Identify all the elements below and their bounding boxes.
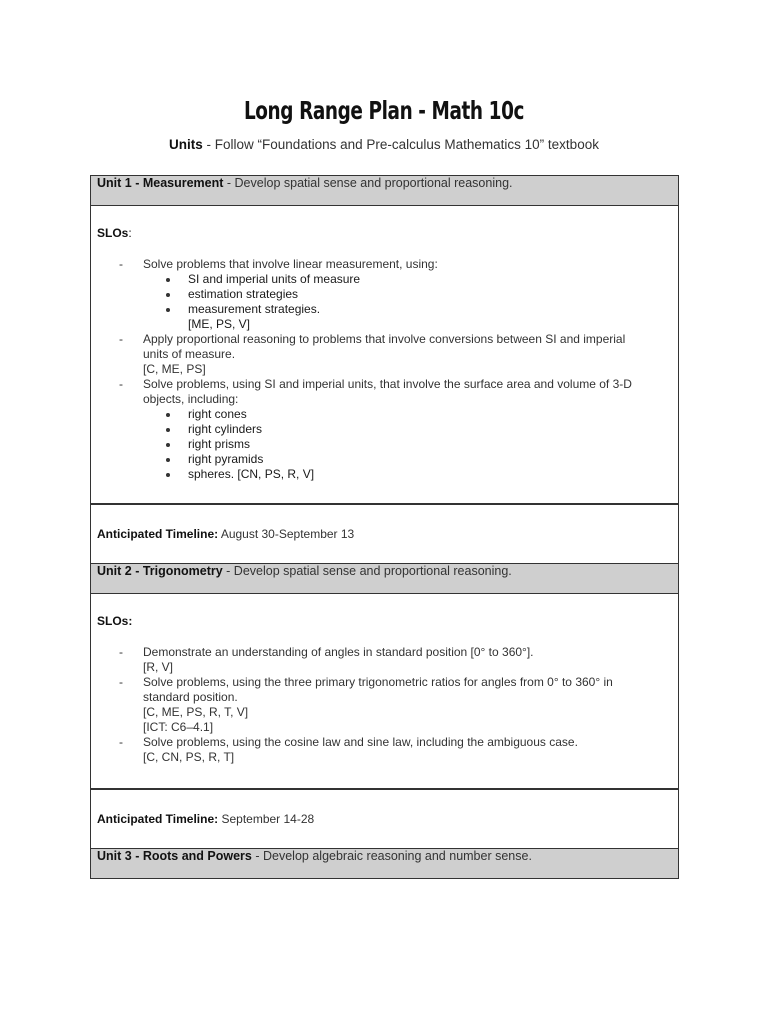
unit-2-timeline-row xyxy=(91,789,679,849)
unit-2-header xyxy=(91,564,679,594)
slo-item: - Apply proportional reasoning to problems that involve conversions between SI and imperial units of measure. [C, ME, PS] xyxy=(119,332,626,376)
slo-item: - Solve problems, using SI and imperial units, that involve the surface area and volume of 3-D objects, including: xyxy=(119,377,632,406)
bullet-item: estimation strategies xyxy=(97,287,672,302)
plan-table xyxy=(90,175,679,879)
slo-item: - Solve problems, using the three primary trigonometric ratios for angles from 0° to 360° in standard position. [C, ME, PS, R, T, V] [ICT: C6–4.1] xyxy=(119,675,613,734)
bullet-item: right cones xyxy=(97,407,672,422)
slo-item: - Solve problems, using the cosine law and sine law, including the ambiguous case. [C, CN, PS, R, T] xyxy=(119,735,578,764)
unit-1-name: Unit 1 - Measurement xyxy=(97,176,224,190)
unit-3-name: Unit 3 - Roots and Powers xyxy=(97,849,252,863)
timeline-dates: August 30-September 13 xyxy=(218,527,355,541)
unit-1-timeline-row xyxy=(91,504,679,564)
bullet-item: right prisms xyxy=(97,437,672,452)
slo-item: - Solve problems that involve linear measurement, using: xyxy=(119,257,438,271)
subtitle-text: - Follow “Foundations and Pre-calculus Mathematics 10” textbook xyxy=(202,137,599,152)
timeline-label: Anticipated Timeline: xyxy=(97,527,219,541)
unit-2-slos-label: SLOs: xyxy=(97,614,133,628)
unit-1-slos-row xyxy=(91,206,679,505)
bullet-item: right pyramids xyxy=(97,452,672,467)
bullet-item: SI and imperial units of measure xyxy=(97,272,672,287)
slo-item: - Demonstrate an understanding of angles in standard position [0° to 360°]. [R, V] xyxy=(119,645,534,674)
bullet-item: measurement strategies. xyxy=(97,302,672,317)
subtitle-bold: Units xyxy=(169,137,203,152)
timeline-label: Anticipated Timeline: xyxy=(97,812,219,826)
page-title: Long Range Plan - Math 10c xyxy=(243,96,525,125)
bullet-item: right cylinders xyxy=(97,422,672,437)
unit-3-desc: - Develop algebraic reasoning and number sense. xyxy=(251,849,532,863)
unit-1-slos-label: SLOs: xyxy=(97,226,132,240)
unit-2-name: Unit 2 - Trigonometry xyxy=(97,564,223,578)
bullet-item: spheres. [CN, PS, R, V] xyxy=(97,467,672,482)
unit-1-desc: - Develop spatial sense and proportional reasoning. xyxy=(223,176,513,190)
timeline-dates: September 14-28 xyxy=(218,812,315,826)
unit-2-desc: - Develop spatial sense and proportional reasoning. xyxy=(222,564,512,578)
unit-3-header xyxy=(91,849,679,879)
unit-1-header xyxy=(91,176,679,206)
unit-2-slos-row xyxy=(91,594,679,790)
slo-tag: [ME, PS, V] xyxy=(188,317,251,331)
page-subtitle xyxy=(0,137,768,152)
